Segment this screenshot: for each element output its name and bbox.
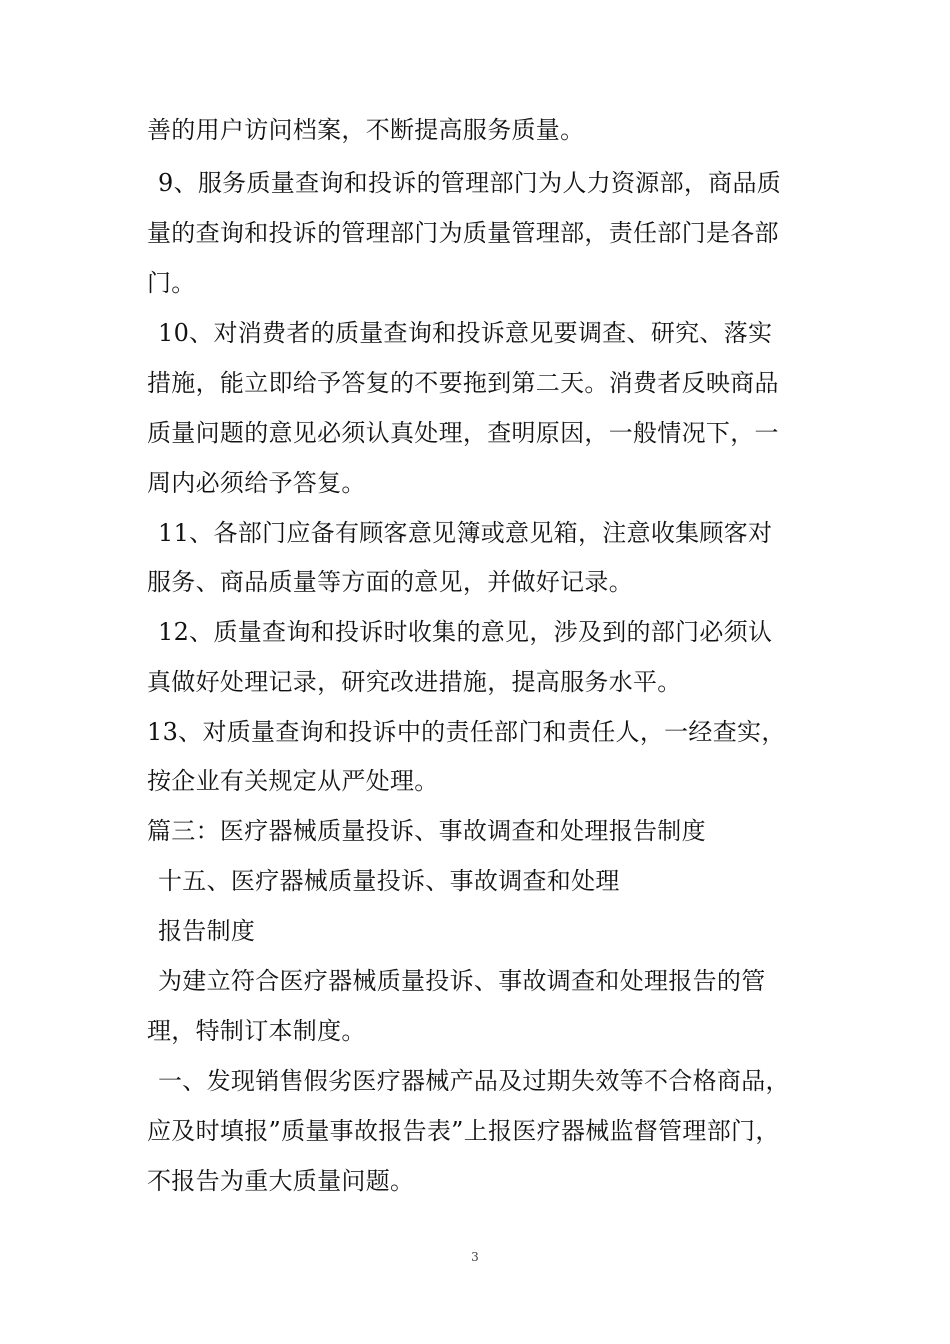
text-line: 11、各部门应备有顾客意见簿或意见箱，注意收集顾客对 [158,519,773,547]
text-line: 措施，能立即给予答复的不要拖到第二天。消费者反映商品 [147,369,779,397]
text-line: 为建立符合医疗器械质量投诉、事故调查和处理报告的管 [158,967,766,995]
text-line: 十五、医疗器械质量投诉、事故调查和处理 [158,867,620,895]
text-line: 按企业有关规定从严处理。 [147,767,439,795]
text-line: 9、服务质量查询和投诉的管理部门为人力资源部，商品质 [158,169,782,197]
text-line: 质量问题的意见必须认真处理，查明原因，一般情况下，一 [147,419,779,447]
text-line: 一、发现销售假劣医疗器械产品及过期失效等不合格商品， [158,1067,790,1095]
page-number: 3 [471,1250,479,1264]
text-line: 10、对消费者的质量查询和投诉意见要调查、研究、落实 [158,319,773,347]
text-line: 门。 [147,269,196,297]
text-line: 12、质量查询和投诉时收集的意见，涉及到的部门必须认 [158,618,773,646]
text-line: 周内必须给予答复。 [147,469,366,497]
text-line: 不报告为重大质量问题。 [147,1167,415,1195]
text-line: 善的用户访问档案，不断提高服务质量。 [147,116,585,144]
text-line: 真做好处理记录，研究改进措施，提高服务水平。 [147,668,682,696]
text-line: 量的查询和投诉的管理部门为质量管理部，责任部门是各部 [147,219,779,247]
section-heading: 篇三：医疗器械质量投诉、事故调查和处理报告制度 [147,817,706,845]
text-line: 13、对质量查询和投诉中的责任部门和责任人，一经查实， [147,718,786,746]
text-line: 服务、商品质量等方面的意见，并做好记录。 [147,568,633,596]
text-line: 理，特制订本制度。 [147,1017,366,1045]
text-line: 应及时填报”质量事故报告表”上报医疗器械监督管理部门， [147,1117,780,1145]
text-line: 报告制度 [158,917,256,945]
